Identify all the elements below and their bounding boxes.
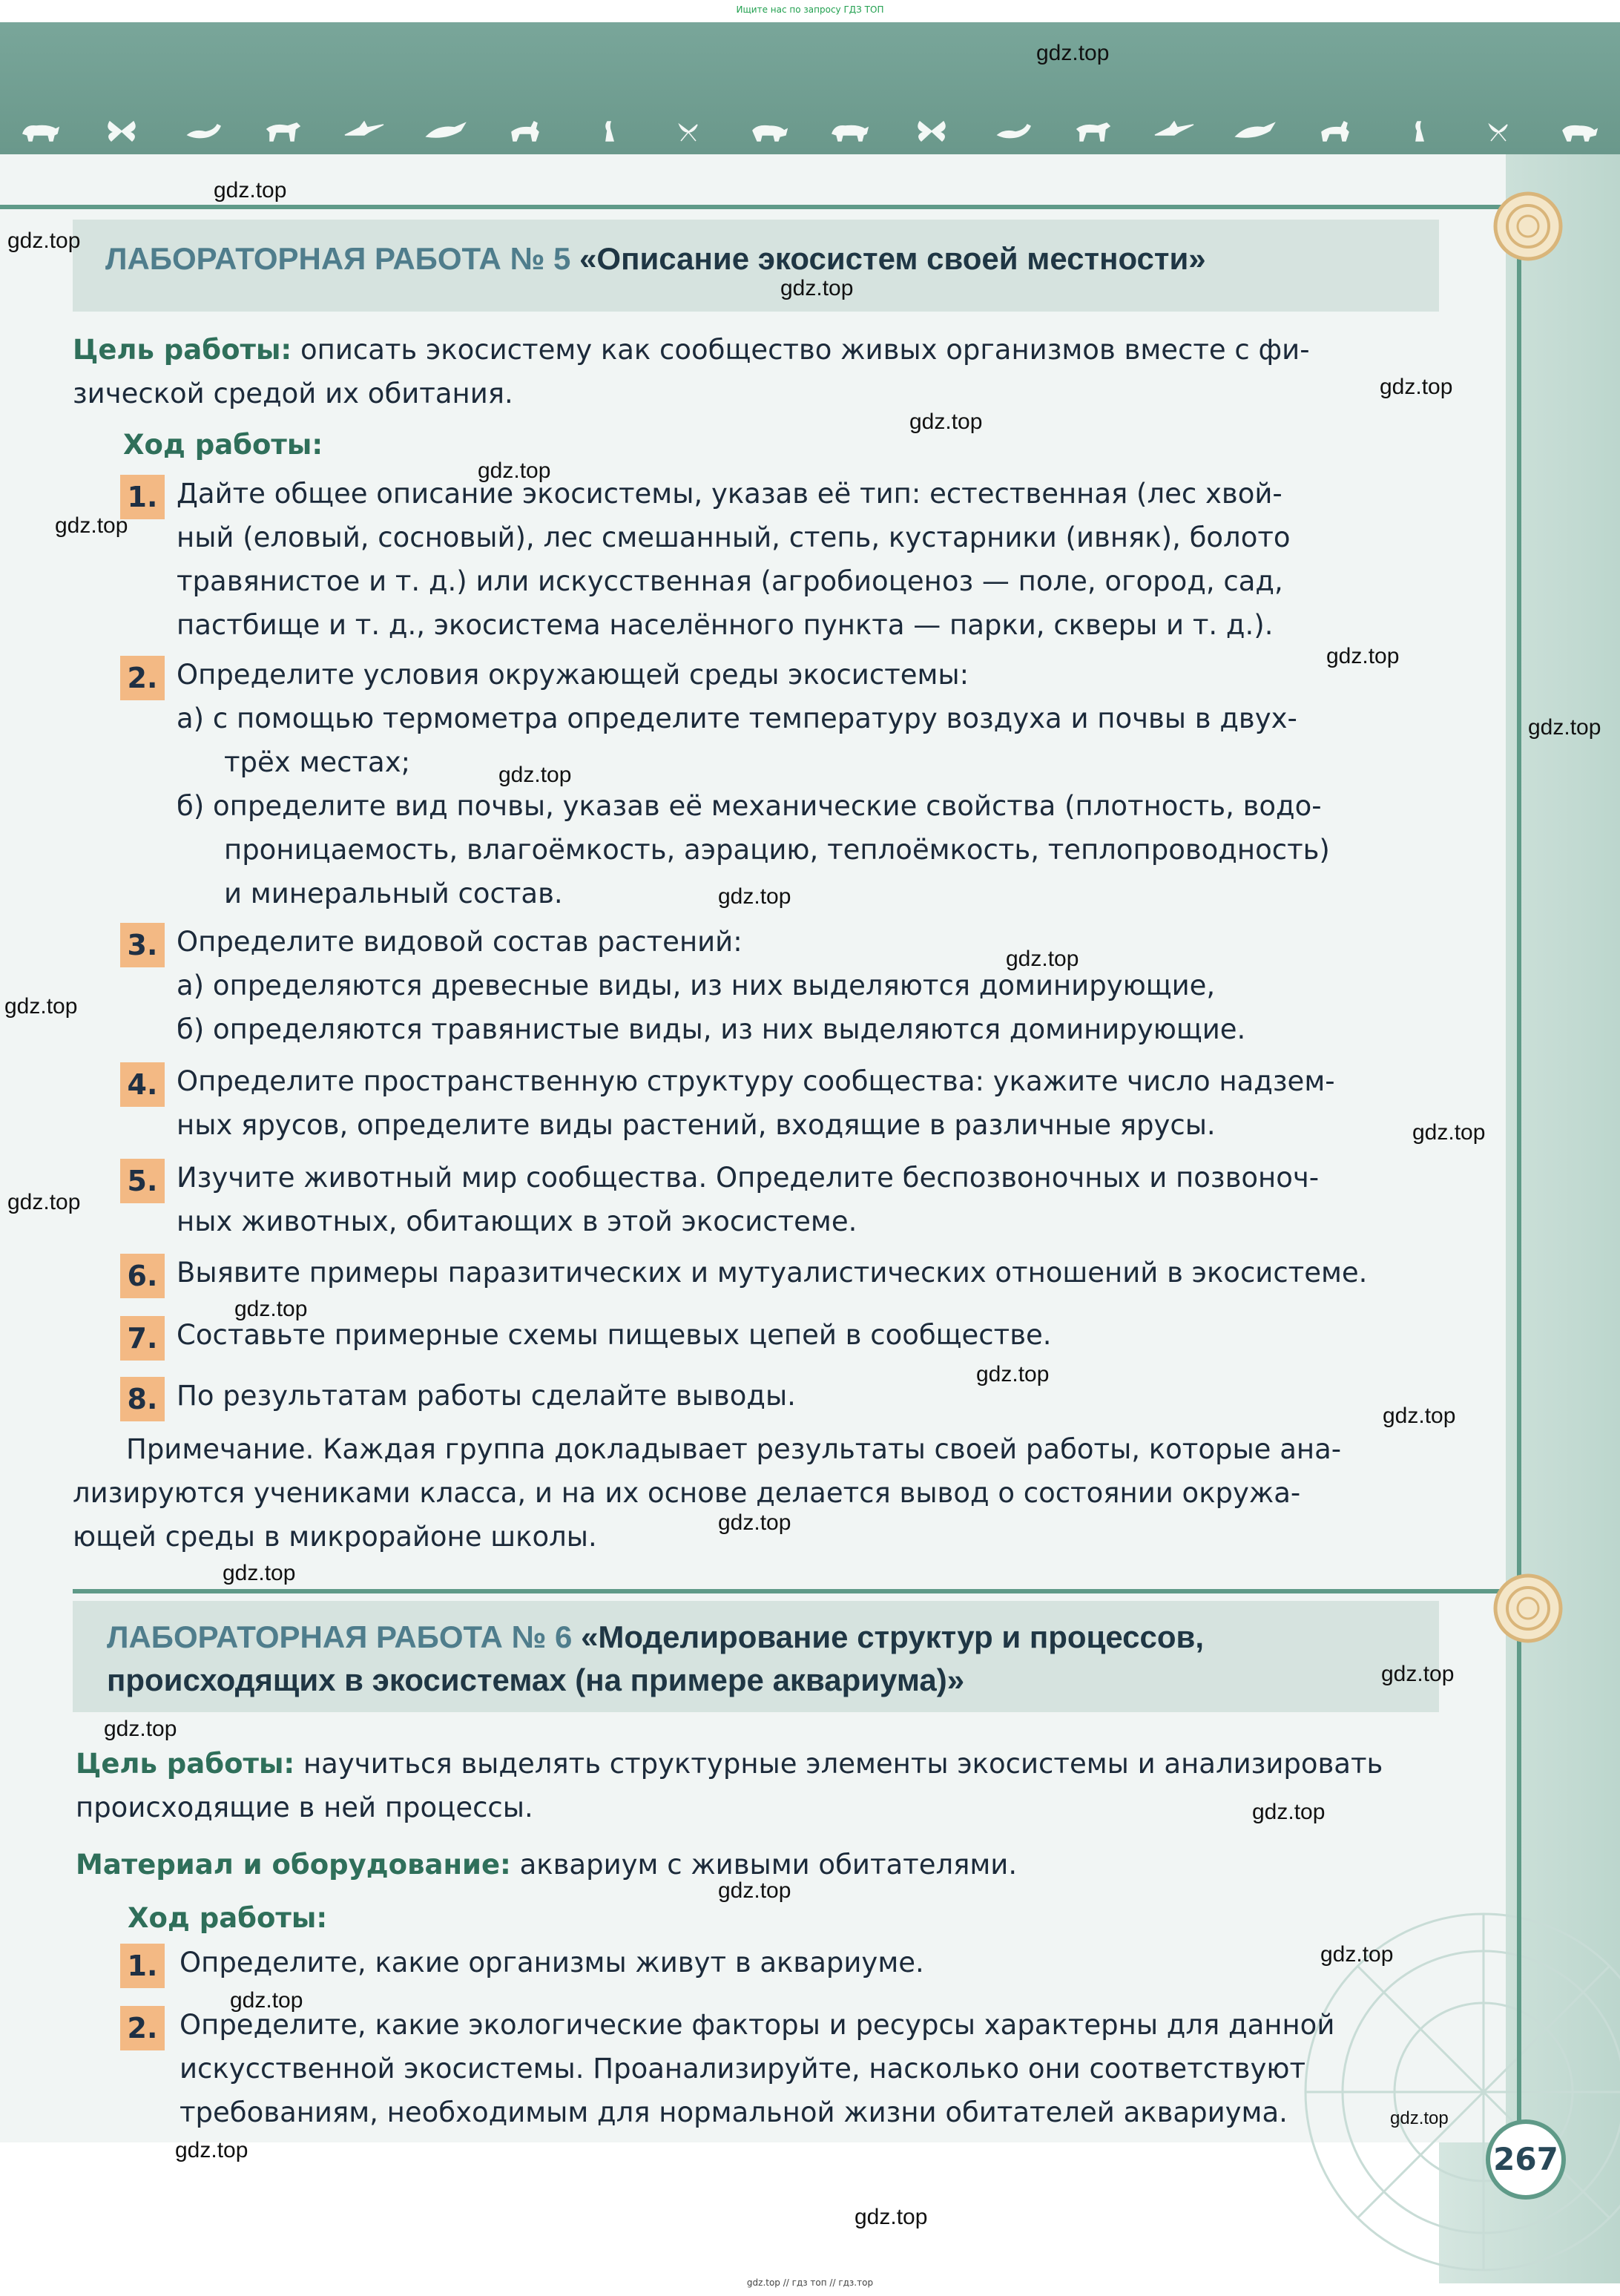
- shell-icon: [1491, 1571, 1565, 1645]
- lab5-goal: [73, 328, 1408, 415]
- bison-icon: [1071, 119, 1116, 144]
- line: Определите, какие экологические факторы и ресурсы характерны для данной: [180, 2009, 1335, 2041]
- lab5-top-rule: [0, 205, 1521, 209]
- line: требованиям, необходимым для нормальной жизни обитателей аквариума.: [180, 2096, 1288, 2128]
- lab6-goal-label: Цель работы:: [76, 1748, 295, 1780]
- watermark: gdz.top: [55, 513, 128, 538]
- lab6-step-2: [180, 2003, 1417, 2134]
- step-number: 3.: [120, 923, 165, 967]
- line: ный (еловый, сосновый), лес смешанный, степь, кустарники (ивняк), болото: [177, 522, 1291, 553]
- line: Составьте примерные схемы пищевых цепей в сообществе.: [177, 1319, 1052, 1351]
- watermark: gdz.top: [1390, 2108, 1449, 2128]
- line: трёх местах;: [224, 746, 411, 778]
- line: а) с помощью термометра определите температуру воздуха и почвы в двух-: [177, 703, 1297, 734]
- lab5-note: [73, 1427, 1408, 1559]
- step-number: 4.: [120, 1062, 165, 1107]
- frame-vertical-line: [1517, 223, 1521, 2166]
- line: Определите условия окружающей среды экосистемы:: [177, 659, 969, 691]
- lab5-step-1: [177, 472, 1408, 647]
- line: а) определяются древесные виды, из них выделяются доминирующие,: [177, 970, 1216, 1001]
- watermark: gdz.top: [7, 228, 81, 253]
- lab6-goal-line: происходящие в ней процессы.: [76, 1792, 533, 1823]
- lab5-goal-line: зической средой их обитания.: [73, 378, 513, 409]
- lab5-goal-label: Цель работы:: [73, 334, 292, 366]
- step-number: 5.: [120, 1159, 165, 1203]
- lab6-label: ЛАБОРАТОРНАЯ РАБОТА № 6: [107, 1619, 573, 1654]
- lab5-step-8: [177, 1374, 1408, 1418]
- line: б) определяются травянистые виды, из них выделяются доминирующие.: [177, 1013, 1246, 1045]
- step-number: 7.: [120, 1316, 165, 1361]
- butterfly-icon: [990, 119, 1035, 144]
- line: Дайте общее описание экосистемы, указав её тип: естественная (лес хвой-: [177, 478, 1282, 510]
- animal-banner: [0, 22, 1620, 154]
- watermark: gdz.top: [175, 2138, 248, 2162]
- watermark: gdz.top: [855, 2205, 928, 2229]
- watermark: gdz.top: [976, 1362, 1050, 1387]
- bison-icon: [19, 119, 63, 144]
- scorpion-icon: [1152, 119, 1196, 144]
- watermark: gdz.top: [1381, 1662, 1455, 1686]
- lab6-progress-label: Ход работы:: [128, 1902, 328, 1934]
- lab5-title: [105, 237, 1206, 280]
- lab5-step-4: [177, 1059, 1408, 1147]
- lab6-title-line2: происходящих в экосистемах (на примере аквариума)»: [107, 1662, 965, 1697]
- line: ющей среды в микрорайоне школы.: [73, 1521, 597, 1553]
- watermark: gdz.top: [1252, 1800, 1326, 1824]
- watermark: gdz.top: [1412, 1120, 1486, 1145]
- lab5-label: ЛАБОРАТОРНАЯ РАБОТА № 5: [105, 241, 571, 276]
- line: б) определите вид почвы, указав её механические свойства (плотность, водо-: [177, 790, 1322, 822]
- lab6-top-rule: [73, 1589, 1521, 1593]
- watermark: gdz.top: [1320, 1942, 1394, 1967]
- watermark: gdz.top: [214, 178, 287, 203]
- line: Определите пространственную структуру сообщества: укажите число надзем-: [177, 1065, 1335, 1097]
- lizard-icon: [909, 119, 954, 144]
- watermark: gdz.top: [1006, 947, 1079, 971]
- line: Определите, какие организмы живут в аквариуме.: [180, 1947, 924, 1978]
- lab6-material-text: аквариум с живыми обитателями.: [519, 1849, 1018, 1881]
- line: По результатам работы сделайте выводы.: [177, 1380, 796, 1412]
- lab5-step-6: [177, 1251, 1423, 1295]
- bottom-note: gdz.top // гдз топ // гдз.тор: [746, 2277, 874, 2288]
- watermark: gdz.top: [909, 409, 983, 434]
- line: Определите видовой состав растений:: [177, 926, 742, 958]
- step-number: 1.: [120, 1944, 165, 1988]
- insect-icon: [666, 119, 711, 144]
- dolphin-icon: [1395, 119, 1440, 144]
- heron-icon: [1557, 119, 1601, 144]
- line: Изучите животный мир сообщества. Определите беспозвоночных и позвоноч-: [177, 1162, 1320, 1194]
- line: Выявите примеры паразитических и мутуалистических отношений в экосистеме.: [177, 1257, 1368, 1289]
- watermark: gdz.top: [718, 1510, 791, 1535]
- watermark: gdz.top: [223, 1561, 296, 1585]
- lab5-step-3: [177, 920, 1408, 1051]
- line: и минеральный состав.: [224, 878, 563, 909]
- lab5-step-2: [177, 653, 1408, 915]
- watermark: gdz.top: [718, 884, 791, 909]
- lab6-goal: [76, 1742, 1417, 1829]
- scorpion-icon: [180, 119, 225, 144]
- watermark: gdz.top: [234, 1297, 308, 1321]
- lab5-goal-line: описать экосистему как сообщество живых организмов вместе с фи-: [300, 334, 1310, 366]
- line: ных животных, обитающих в этой экосистеме.: [177, 1205, 857, 1237]
- watermark: gdz.top: [478, 458, 551, 483]
- lab6-goal-line: научиться выделять структурные элементы экосистемы и анализировать: [303, 1748, 1383, 1780]
- deer-icon: [504, 119, 549, 144]
- kangaroo-icon: [828, 119, 872, 144]
- lab6-title-line1: «Моделирование структур и процессов,: [581, 1619, 1204, 1654]
- watermark: gdz.top: [1383, 1404, 1456, 1428]
- watermark: gdz.top: [1380, 375, 1453, 399]
- watermark: gdz.top: [4, 994, 78, 1019]
- line: пастбище и т. д., экосистема населённого пункта — парки, скверы и т. д.).: [177, 609, 1274, 641]
- watermark: gdz.top: [498, 763, 572, 787]
- dolphin-icon: [424, 119, 468, 144]
- lab5-progress-label: Ход работы:: [123, 429, 323, 461]
- watermark: gdz.top: [718, 1878, 791, 1903]
- lab5-title-text: «Описание экосистем своей местности»: [579, 241, 1206, 276]
- watermark: gdz.top: [104, 1717, 177, 1741]
- ram-icon: [747, 119, 791, 144]
- top-note: Ищите нас по запросу ГДЗ ТОП: [736, 4, 884, 15]
- animal-icons-row: [0, 110, 1620, 153]
- watermark: gdz.top: [1326, 644, 1400, 668]
- line: лизируются учениками класса, и на их основе делается вывод о состоянии окружа-: [73, 1477, 1301, 1509]
- step-number: 2.: [120, 656, 165, 700]
- horse-icon: [261, 119, 306, 144]
- line: ных ярусов, определите виды растений, входящие в различные ярусы.: [177, 1109, 1216, 1141]
- heron-icon: [585, 119, 630, 144]
- step-number: 8.: [120, 1377, 165, 1421]
- line: Примечание. Каждая группа докладывает результаты своей работы, которые ана-: [126, 1433, 1342, 1465]
- lab5-step-5: [177, 1156, 1408, 1243]
- lab6-material-label: Материал и оборудование:: [76, 1849, 511, 1881]
- watermark: gdz.top: [230, 1988, 303, 2013]
- butterfly-icon: [99, 119, 144, 144]
- watermark: gdz.top: [7, 1190, 81, 1214]
- lab5-step-7: [177, 1313, 1408, 1357]
- line: проницаемость, влагоёмкость, аэрацию, теплоёмкость, теплопроводность): [224, 834, 1330, 866]
- lab6-step-1: [180, 1941, 1417, 1984]
- step-number: 6.: [120, 1254, 165, 1298]
- shell-icon: [1491, 189, 1565, 263]
- line: травянистое и т. д.) или искусственная (агробиоценоз — поле, огород, сад,: [177, 565, 1283, 597]
- horse-icon: [1233, 119, 1277, 144]
- step-number: 1.: [120, 475, 165, 519]
- watermark: gdz.top: [780, 276, 854, 300]
- line: искусственной экосистемы. Проанализируйте, насколько они соответствуют: [180, 2053, 1306, 2085]
- bird-icon: [1314, 119, 1359, 144]
- watermark: gdz.top: [1528, 715, 1601, 740]
- step-number: 2.: [120, 2006, 165, 2050]
- page-number: 267: [1486, 2119, 1566, 2200]
- watermark: gdz.top: [1036, 41, 1110, 65]
- lab6-title: [107, 1616, 1204, 1702]
- bird-icon: [342, 119, 386, 144]
- deer-icon: [1476, 119, 1521, 144]
